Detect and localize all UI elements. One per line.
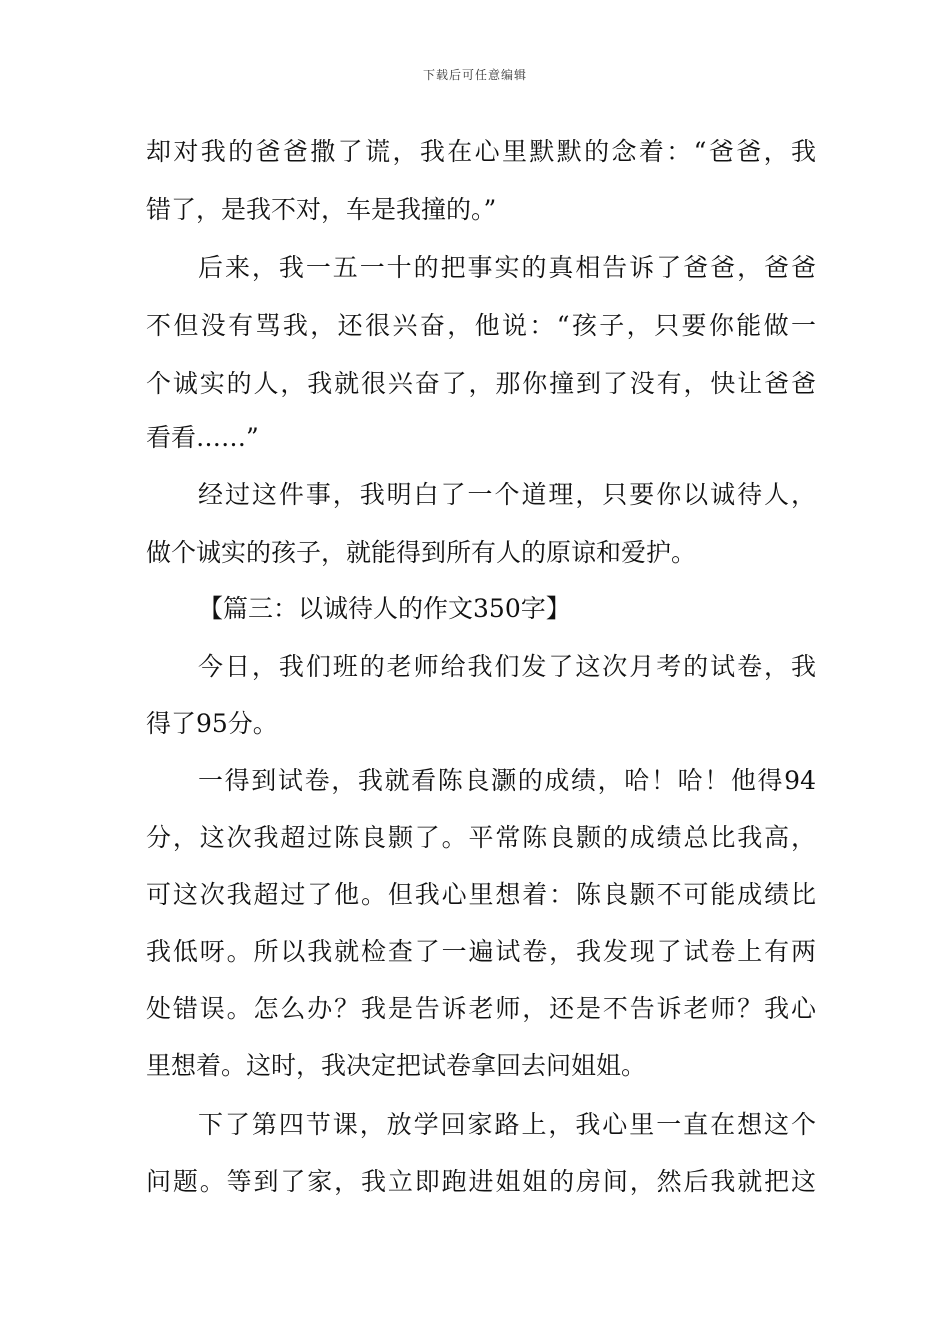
text-line: 个诚实的人，我就很兴奋了，那你撞到了没有，快让爸爸 — [146, 369, 816, 398]
text-line: 下了第四节课，放学回家路上，我心里一直在想这个 — [198, 1110, 816, 1139]
page-header: 下载后可任意编辑 — [422, 68, 527, 82]
text-line: 我低呀。所以我就检查了一遍试卷，我发现了试卷上有两 — [146, 937, 816, 966]
text-line: 经过这件事，我明白了一个道理，只要你以诚待人， — [198, 480, 816, 509]
section-heading: 【篇三：以诚待人的作文350字】 — [198, 594, 571, 623]
text-line: 却对我的爸爸撒了谎，我在心里默默的念着：“爸爸，我 — [146, 137, 816, 166]
text-line: 今日，我们班的老师给我们发了这次月考的试卷，我 — [198, 652, 816, 681]
text-line: 看看……” — [146, 423, 259, 452]
text-line: 做个诚实的孩子，就能得到所有人的原谅和爱护。 — [146, 538, 697, 567]
text-line: 处错误。怎么办？我是告诉老师，还是不告诉老师？我心 — [146, 994, 816, 1023]
text-line: 不但没有骂我，还很兴奋，他说：“孩子，只要你能做一 — [146, 311, 816, 340]
text-line: 可这次我超过了他。但我心里想着：陈良颢不可能成绩比 — [146, 880, 816, 909]
text-line: 错了，是我不对，车是我撞的。” — [146, 195, 497, 224]
text-line: 里想着。这时，我决定把试卷拿回去问姐姐。 — [146, 1051, 647, 1080]
text-line: 后来，我一五一十的把事实的真相告诉了爸爸，爸爸 — [198, 253, 816, 282]
text-line: 分，这次我超过陈良颢了。平常陈良颢的成绩总比我高， — [146, 823, 816, 852]
text-line: 问题。等到了家，我立即跑进姐姐的房间，然后我就把这 — [146, 1167, 816, 1196]
text-line: 得了95分。 — [146, 709, 278, 738]
text-line: 一得到试卷，我就看陈良灏的成绩，哈！哈！他得94 — [198, 766, 816, 795]
